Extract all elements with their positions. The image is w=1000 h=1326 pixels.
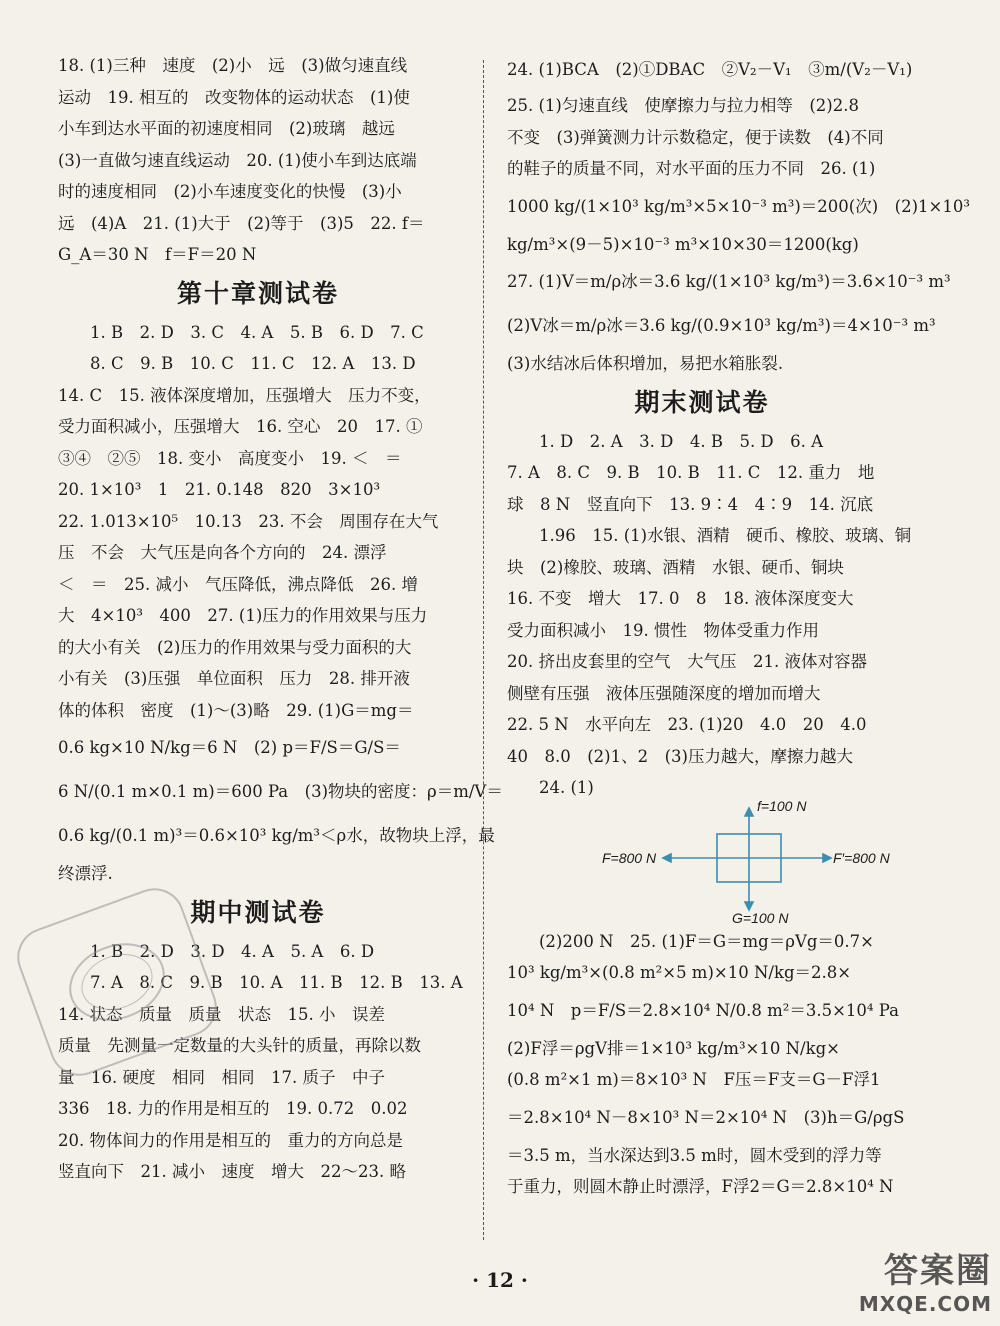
answer-line: 20. 物体间力的作用是相互的 重力的方向总是 (58, 1130, 403, 1150)
ch9-answers-right (507, 50, 970, 380)
answer-line: ＜ ＝ 25. 减小 气压降低，沸点降低 26. 增 (58, 574, 418, 594)
answer-line: 的大小有关 (2)压力的作用效果与受力面积的大 (58, 637, 412, 657)
answer-line: 终漂浮. (58, 864, 113, 883)
answer-line: 1.96 15. (1)水银、酒精 硬币、橡胶、玻璃、铜 (539, 526, 912, 545)
left-force-arrowhead (663, 854, 671, 862)
gravity-label: G=100 N (732, 909, 789, 926)
answer-line: 1. B 2. D 3. D 4. A 5. A 6. D (90, 941, 375, 961)
answer-line: 10³ kg/m³×(0.8 m²×5 m)×10 N/kg＝2.8× (507, 963, 852, 982)
gravity-arrowhead (745, 902, 753, 910)
answer-line: 侧壁有压强 液体压强随深度的增加而增大 (507, 683, 821, 703)
answer-line: ③④ ②⑤ 18. 变小 高度变小 19. ＜ ＝ (58, 448, 402, 468)
answer-line: (2)F浮＝ρgV排＝1×10³ kg/m³×10 N/kg× (507, 1038, 841, 1058)
right-column (507, 50, 970, 1203)
formula-line: 1000 kg/(1×10³ kg/m³×5×10⁻³ m³)＝200(次) (2)1×10³ (507, 196, 970, 216)
left-force-label: F=800 N (602, 849, 657, 866)
answer-line: G_A＝30 N f＝F＝20 N (58, 245, 257, 264)
answer-line: 量 16. 硬度 相同 相同 17. 质子 中子 (58, 1067, 385, 1087)
answer-line: (2)200 N 25. (1)F＝G＝mg＝ρVg＝0.7× (539, 931, 874, 951)
answer-line: 运动 19. 相互的 改变物体的运动状态 (1)使 (58, 87, 410, 107)
answer-line: 22. 1.013×10⁵ 10.13 23. 不会 周围存在大气 (58, 511, 439, 531)
final-answers-continued (507, 926, 905, 1203)
answer-line: 20. 1×10³ 1 21. 0.148 820 3×10³ (58, 480, 381, 499)
answer-line: 24. (1)BCA (2)①DBAC ②V₂－V₁ ③m/(V₂－V₁) (507, 60, 913, 79)
answer-line: 22. 5 N 水平向左 23. (1)20 4.0 20 4.0 (507, 715, 867, 734)
section-heading-midterm: 期中测试卷 (190, 897, 326, 927)
answer-line: 球 8 N 竖直向下 13. 9∶4 4∶9 14. 沉底 (507, 494, 874, 514)
answer-line: 质量 先测量一定数量的大头针的质量，再除以数 (58, 1036, 421, 1055)
friction-arrowhead (745, 808, 753, 816)
answer-line: (3)水结冰后体积增加，易把水箱胀裂. (507, 354, 784, 373)
column-divider (483, 60, 484, 1240)
formula-line: 6 N/(0.1 m×0.1 m)＝600 Pa (3)物块的密度：ρ＝m/V＝ (58, 782, 503, 801)
answer-line: 14. 状态 质量 质量 状态 15. 小 误差 (58, 1004, 385, 1024)
answer-line: 竖直向下 21. 减小 速度 增大 22～23. 略 (58, 1162, 406, 1181)
answer-line: (0.8 m²×1 m)＝8×10³ N F压＝F支＝G－F浮1 (507, 1070, 881, 1089)
answer-line: 7. A 8. C 9. B 10. A 11. B 12. B 13. A (90, 973, 463, 992)
formula-line: (2)V冰＝m/ρ冰＝3.6 kg/(0.9×10³ kg/m³)＝4×10⁻³ m³ (507, 316, 936, 335)
force-diagram (507, 797, 897, 926)
formula-line: 10⁴ N p＝F/S＝2.8×10⁴ N/0.8 m²＝3.5×10⁴ Pa (507, 1000, 899, 1020)
watermark-logo-text: 答案圈 (884, 1251, 992, 1291)
page-number: · 12 · (472, 1268, 528, 1292)
site-watermark (859, 1243, 992, 1316)
answer-line: 16. 不变 增大 17. 0 8 18. 液体深度变大 (507, 589, 854, 608)
formula-line: 27. (1)V＝m/ρ冰＝3.6 kg/(1×10³ kg/m³)＝3.6×10⁻³ m³ (507, 272, 951, 291)
section-heading-final: 期末测试卷 (634, 387, 770, 417)
answer-line: 压 不会 大气压是向各个方向的 24. 漂浮 (58, 543, 387, 562)
answer-line: 1. D 2. A 3. D 4. B 5. D 6. A (539, 431, 824, 451)
answer-line: (3)一直做匀速直线运动 20. (1)使小车到达底端 (58, 150, 417, 170)
answer-line: 24. (1) (539, 778, 594, 797)
answer-line: 7. A 8. C 9. B 10. B 11. C 12. 重力 地 (507, 463, 875, 482)
answer-line: 小车到达水平面的初速度相同 (2)玻璃 越远 (58, 119, 395, 138)
force-diagram-svg (507, 806, 897, 926)
ch10-answers (58, 317, 503, 890)
answer-line: 20. 挤出皮套里的空气 大气压 21. 液体对容器 (507, 652, 867, 671)
answer-line: 336 18. 力的作用是相互的 19. 0.72 0.02 (58, 1099, 408, 1118)
formula-line: ＝2.8×10⁴ N－8×10³ N＝2×10⁴ N (3)h＝G/ρgS (507, 1107, 905, 1127)
formula-line: 0.6 kg/(0.1 m)³＝0.6×10³ kg/m³＜ρ水，故物块上浮，最 (58, 826, 495, 845)
section-heading-ch10: 第十章测试卷 (176, 278, 339, 308)
answer-line: ＝3.5 m，当水深达到3.5 m时，圆木受到的浮力等 (507, 1145, 882, 1165)
right-force-arrowhead (823, 854, 831, 862)
answer-line: 小有关 (3)压强 单位面积 压力 28. 排开液 (58, 669, 410, 688)
answer-line: 不变 (3)弹簧测力计示数稳定，便于读数 (4)不同 (507, 127, 884, 147)
answer-line: 块 (2)橡胶、玻璃、酒精 水银、硬币、铜块 (507, 557, 844, 577)
answer-line: 于重力，则圆木静止时漂浮，F浮2＝G＝2.8×10⁴ N (507, 1177, 894, 1196)
right-force-label: F′=800 N (833, 849, 890, 866)
answer-line: 的鞋子的质量不同，对水平面的压力不同 26. (1) (507, 159, 876, 178)
answer-line: 大 4×10³ 400 27. (1)压力的作用效果与压力 (58, 606, 428, 625)
answer-line: 25. (1)匀速直线 使摩擦力与拉力相等 (2)2.8 (507, 96, 859, 115)
answer-line: 受力面积减小 19. 惯性 物体受重力作用 (507, 620, 819, 640)
stamp-graphic (50, 921, 184, 1043)
formula-line: 0.6 kg×10 N/kg＝6 N (2) p＝F/S＝G/S＝ (58, 738, 401, 757)
watermark-url: MXQE.COM (858, 1292, 992, 1316)
answer-line: 40 8.0 (2)1、2 (3)压力越大，摩擦力越大 (507, 746, 853, 766)
ch9-answers-tail (58, 50, 458, 271)
answer-line: kg/m³×(9－5)×10⁻³ m³×10×30＝1200(kg) (507, 234, 859, 254)
answer-line: 14. C 15. 液体深度增加，压强增大 压力不变， (58, 385, 431, 405)
answer-line: 远 (4)A 21. (1)大于 (2)等于 (3)5 22. f＝ (58, 213, 425, 233)
answer-line: 受力面积减小，压强增大 16. 空心 20 17. ① (58, 417, 423, 436)
final-answers (507, 426, 912, 804)
friction-label: f=100 N (757, 797, 807, 814)
answer-line: 时的速度相同 (2)小车速度变化的快慢 (3)小 (58, 182, 402, 201)
answer-line: 18. (1)三种 速度 (2)小 远 (3)做匀速直线 (58, 56, 408, 75)
answer-line: 体的体积 密度 (1)～(3)略 29. (1)G＝mg＝ (58, 700, 414, 720)
answer-line: 8. C 9. B 10. C 11. C 12. A 13. D (90, 354, 416, 373)
answer-line: 1. B 2. D 3. C 4. A 5. B 6. D 7. C (90, 322, 424, 342)
